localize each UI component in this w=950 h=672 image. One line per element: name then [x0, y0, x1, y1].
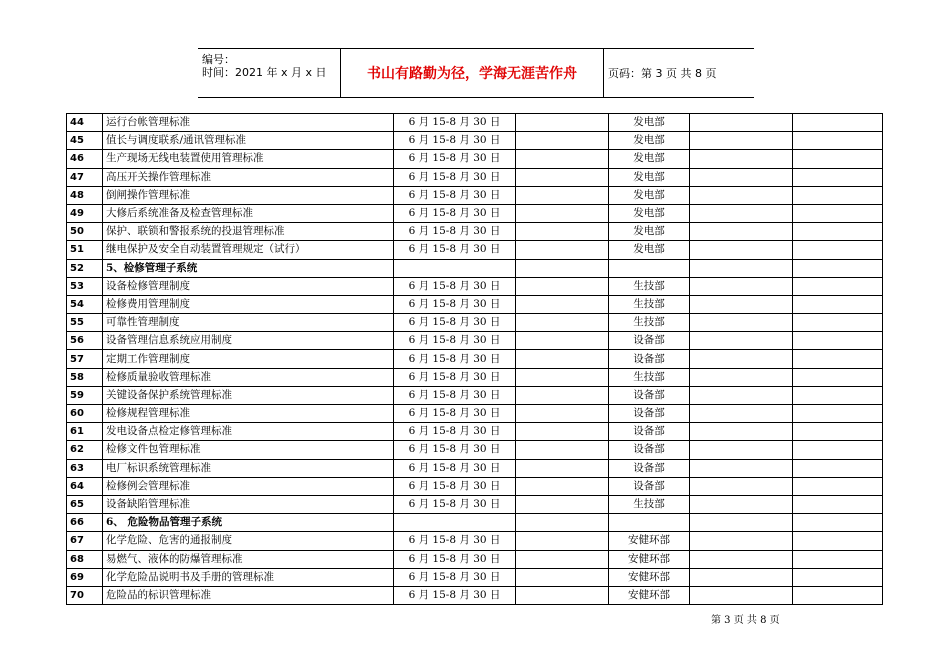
- empty-cell: [690, 350, 793, 368]
- empty-cell: [516, 441, 609, 459]
- responsible-department: 发电部: [609, 223, 690, 241]
- responsible-department: 安健环部: [609, 550, 690, 568]
- empty-cell: [690, 550, 793, 568]
- row-number: 59: [67, 386, 103, 404]
- schedule-date: 6 月 15-8 月 30 日: [394, 532, 516, 550]
- table-row: [67, 350, 883, 368]
- standard-name: 保护、联锁和警报系统的投退管理标准: [103, 223, 394, 241]
- empty-cell: [516, 586, 609, 604]
- empty-cell: [516, 495, 609, 513]
- empty-cell: [793, 368, 883, 386]
- table-row: [67, 186, 883, 204]
- responsible-department: 安健环部: [609, 568, 690, 586]
- empty-cell: [793, 495, 883, 513]
- empty-cell: [793, 514, 883, 532]
- row-number: 56: [67, 332, 103, 350]
- empty-cell: [690, 150, 793, 168]
- empty-cell: [516, 368, 609, 386]
- table-row: [67, 441, 883, 459]
- table-row: [67, 532, 883, 550]
- empty-cell: [690, 332, 793, 350]
- schedule-date: 6 月 15-8 月 30 日: [394, 295, 516, 313]
- empty-cell: [793, 350, 883, 368]
- schedule-date: 6 月 15-8 月 30 日: [394, 150, 516, 168]
- row-number: 50: [67, 223, 103, 241]
- empty-cell: [793, 568, 883, 586]
- empty-cell: [516, 459, 609, 477]
- empty-cell: [690, 295, 793, 313]
- header-info: [198, 49, 341, 97]
- table-row: [67, 150, 883, 168]
- table-row: [67, 332, 883, 350]
- empty-cell: [793, 150, 883, 168]
- empty-cell: [793, 332, 883, 350]
- responsible-department: 发电部: [609, 114, 690, 132]
- responsible-department: [609, 259, 690, 277]
- table-row: [67, 241, 883, 259]
- empty-cell: [793, 132, 883, 150]
- empty-cell: [793, 114, 883, 132]
- schedule-date: 6 月 15-8 月 30 日: [394, 495, 516, 513]
- row-number: 66: [67, 514, 103, 532]
- empty-cell: [516, 568, 609, 586]
- standards-table: [66, 113, 883, 605]
- empty-cell: [690, 114, 793, 132]
- empty-cell: [690, 423, 793, 441]
- row-number: 69: [67, 568, 103, 586]
- responsible-department: 安健环部: [609, 532, 690, 550]
- responsible-department: 发电部: [609, 132, 690, 150]
- schedule-date: 6 月 15-8 月 30 日: [394, 423, 516, 441]
- schedule-date: 6 月 15-8 月 30 日: [394, 405, 516, 423]
- table-row: [67, 223, 883, 241]
- row-number: 62: [67, 441, 103, 459]
- standard-name: 化学危险、危害的通报制度: [103, 532, 394, 550]
- schedule-date: 6 月 15-8 月 30 日: [394, 168, 516, 186]
- standard-name: 高压开关操作管理标准: [103, 168, 394, 186]
- empty-cell: [793, 423, 883, 441]
- responsible-department: 发电部: [609, 186, 690, 204]
- table-row: [67, 277, 883, 295]
- empty-cell: [793, 259, 883, 277]
- empty-cell: [690, 495, 793, 513]
- table-row: [67, 114, 883, 132]
- responsible-department: 安健环部: [609, 586, 690, 604]
- schedule-date: 6 月 15-8 月 30 日: [394, 459, 516, 477]
- empty-cell: [516, 477, 609, 495]
- row-number: 70: [67, 586, 103, 604]
- empty-cell: [793, 386, 883, 404]
- empty-cell: [690, 204, 793, 222]
- table-row: [67, 423, 883, 441]
- standard-name: 继电保护及安全自动装置管理规定（试行）: [103, 241, 394, 259]
- responsible-department: 设备部: [609, 441, 690, 459]
- schedule-date: 6 月 15-8 月 30 日: [394, 586, 516, 604]
- row-number: 46: [67, 150, 103, 168]
- empty-cell: [516, 204, 609, 222]
- row-number: 51: [67, 241, 103, 259]
- row-number: 58: [67, 368, 103, 386]
- schedule-date: 6 月 15-8 月 30 日: [394, 132, 516, 150]
- empty-cell: [516, 532, 609, 550]
- standard-name: 生产现场无线电装置使用管理标准: [103, 150, 394, 168]
- row-number: 60: [67, 405, 103, 423]
- responsible-department: 设备部: [609, 405, 690, 423]
- empty-cell: [793, 477, 883, 495]
- standards-table-body: [67, 114, 883, 605]
- section-title: 5、检修管理子系统: [103, 259, 394, 277]
- responsible-department: 发电部: [609, 204, 690, 222]
- responsible-department: 发电部: [609, 241, 690, 259]
- schedule-date: 6 月 15-8 月 30 日: [394, 568, 516, 586]
- row-number: 47: [67, 168, 103, 186]
- empty-cell: [793, 186, 883, 204]
- time-label: 时间：2021 年 x 月 x 日: [202, 66, 327, 79]
- number-label: 编号：: [202, 53, 235, 66]
- standard-name: 危险品的标识管理标准: [103, 586, 394, 604]
- table-row: [67, 368, 883, 386]
- empty-cell: [793, 405, 883, 423]
- standard-name: 电厂标识系统管理标准: [103, 459, 394, 477]
- row-number: 49: [67, 204, 103, 222]
- empty-cell: [516, 150, 609, 168]
- empty-cell: [793, 586, 883, 604]
- page-header: [198, 48, 754, 98]
- table-row: [67, 586, 883, 604]
- row-number: 68: [67, 550, 103, 568]
- empty-cell: [516, 114, 609, 132]
- empty-cell: [516, 405, 609, 423]
- schedule-date: 6 月 15-8 月 30 日: [394, 186, 516, 204]
- table-row: [67, 386, 883, 404]
- row-number: 48: [67, 186, 103, 204]
- standard-name: 值长与调度联系/通讯管理标准: [103, 132, 394, 150]
- empty-cell: [690, 568, 793, 586]
- empty-cell: [516, 241, 609, 259]
- schedule-date: [394, 259, 516, 277]
- empty-cell: [793, 550, 883, 568]
- row-number: 63: [67, 459, 103, 477]
- schedule-date: 6 月 15-8 月 30 日: [394, 114, 516, 132]
- responsible-department: 生技部: [609, 295, 690, 313]
- responsible-department: 设备部: [609, 332, 690, 350]
- empty-cell: [516, 295, 609, 313]
- responsible-department: 生技部: [609, 314, 690, 332]
- header-motto: 书山有路勤为径，学海无涯苦作舟: [341, 49, 604, 97]
- schedule-date: 6 月 15-8 月 30 日: [394, 314, 516, 332]
- standard-name: 检修文件包管理标准: [103, 441, 394, 459]
- standard-name: 检修例会管理标准: [103, 477, 394, 495]
- schedule-date: 6 月 15-8 月 30 日: [394, 223, 516, 241]
- empty-cell: [690, 314, 793, 332]
- section-title: 6、 危险物品管理子系统: [103, 514, 394, 532]
- empty-cell: [690, 241, 793, 259]
- row-number: 53: [67, 277, 103, 295]
- table-row: [67, 568, 883, 586]
- empty-cell: [690, 459, 793, 477]
- row-number: 54: [67, 295, 103, 313]
- standard-name: 发电设备点检定修管理标准: [103, 423, 394, 441]
- row-number: 57: [67, 350, 103, 368]
- table-row: [67, 514, 883, 532]
- empty-cell: [516, 350, 609, 368]
- empty-cell: [690, 586, 793, 604]
- empty-cell: [690, 477, 793, 495]
- schedule-date: 6 月 15-8 月 30 日: [394, 550, 516, 568]
- table-row: [67, 459, 883, 477]
- empty-cell: [793, 277, 883, 295]
- schedule-date: 6 月 15-8 月 30 日: [394, 332, 516, 350]
- empty-cell: [690, 168, 793, 186]
- responsible-department: 设备部: [609, 423, 690, 441]
- empty-cell: [690, 532, 793, 550]
- standard-name: 倒闸操作管理标准: [103, 186, 394, 204]
- schedule-date: 6 月 15-8 月 30 日: [394, 368, 516, 386]
- responsible-department: 生技部: [609, 277, 690, 295]
- standard-name: 检修规程管理标准: [103, 405, 394, 423]
- standard-name: 检修费用管理制度: [103, 295, 394, 313]
- schedule-date: 6 月 15-8 月 30 日: [394, 477, 516, 495]
- row-number: 64: [67, 477, 103, 495]
- table-row: [67, 168, 883, 186]
- row-number: 65: [67, 495, 103, 513]
- table-row: [67, 132, 883, 150]
- empty-cell: [690, 223, 793, 241]
- empty-cell: [516, 386, 609, 404]
- empty-cell: [516, 277, 609, 295]
- schedule-date: 6 月 15-8 月 30 日: [394, 386, 516, 404]
- empty-cell: [516, 314, 609, 332]
- responsible-department: 生技部: [609, 495, 690, 513]
- empty-cell: [690, 186, 793, 204]
- empty-cell: [690, 259, 793, 277]
- empty-cell: [690, 368, 793, 386]
- empty-cell: [793, 168, 883, 186]
- row-number: 55: [67, 314, 103, 332]
- schedule-date: 6 月 15-8 月 30 日: [394, 277, 516, 295]
- standard-name: 易燃气、液体的防爆管理标准: [103, 550, 394, 568]
- responsible-department: 设备部: [609, 477, 690, 495]
- table-row: [67, 495, 883, 513]
- table-row: [67, 477, 883, 495]
- empty-cell: [690, 132, 793, 150]
- table-row: [67, 550, 883, 568]
- schedule-date: 6 月 15-8 月 30 日: [394, 241, 516, 259]
- standard-name: 定期工作管理制度: [103, 350, 394, 368]
- empty-cell: [516, 332, 609, 350]
- standard-name: 大修后系统准备及检查管理标准: [103, 204, 394, 222]
- empty-cell: [516, 168, 609, 186]
- page-footer: 第 3 页 共 8 页: [711, 615, 780, 626]
- empty-cell: [793, 459, 883, 477]
- standard-name: 关键设备保护系统管理标准: [103, 386, 394, 404]
- row-number: 67: [67, 532, 103, 550]
- header-page-label: 页码：第 3 页 共 8 页: [608, 67, 717, 80]
- standard-name: 设备管理信息系统应用制度: [103, 332, 394, 350]
- standard-name: 可靠性管理制度: [103, 314, 394, 332]
- row-number: 44: [67, 114, 103, 132]
- standard-name: 设备检修管理制度: [103, 277, 394, 295]
- table-row: [67, 259, 883, 277]
- table-row: [67, 314, 883, 332]
- empty-cell: [516, 550, 609, 568]
- empty-cell: [793, 204, 883, 222]
- schedule-date: 6 月 15-8 月 30 日: [394, 204, 516, 222]
- empty-cell: [793, 241, 883, 259]
- empty-cell: [516, 514, 609, 532]
- table-row: [67, 405, 883, 423]
- responsible-department: 设备部: [609, 350, 690, 368]
- table-row: [67, 204, 883, 222]
- standard-name: 化学危险品说明书及手册的管理标准: [103, 568, 394, 586]
- empty-cell: [690, 441, 793, 459]
- empty-cell: [793, 314, 883, 332]
- empty-cell: [793, 532, 883, 550]
- empty-cell: [793, 295, 883, 313]
- empty-cell: [516, 186, 609, 204]
- row-number: 61: [67, 423, 103, 441]
- empty-cell: [516, 223, 609, 241]
- standard-name: 检修质量验收管理标准: [103, 368, 394, 386]
- responsible-department: 设备部: [609, 459, 690, 477]
- empty-cell: [690, 386, 793, 404]
- empty-cell: [516, 423, 609, 441]
- empty-cell: [690, 277, 793, 295]
- schedule-date: 6 月 15-8 月 30 日: [394, 350, 516, 368]
- responsible-department: [609, 514, 690, 532]
- empty-cell: [516, 259, 609, 277]
- responsible-department: 发电部: [609, 150, 690, 168]
- standard-name: 设备缺陷管理标准: [103, 495, 394, 513]
- empty-cell: [793, 223, 883, 241]
- responsible-department: 生技部: [609, 368, 690, 386]
- empty-cell: [516, 132, 609, 150]
- responsible-department: 发电部: [609, 168, 690, 186]
- standard-name: 运行台帐管理标准: [103, 114, 394, 132]
- schedule-date: 6 月 15-8 月 30 日: [394, 441, 516, 459]
- table-row: [67, 295, 883, 313]
- schedule-date: [394, 514, 516, 532]
- empty-cell: [690, 514, 793, 532]
- empty-cell: [690, 405, 793, 423]
- empty-cell: [793, 441, 883, 459]
- responsible-department: 设备部: [609, 386, 690, 404]
- row-number: 52: [67, 259, 103, 277]
- row-number: 45: [67, 132, 103, 150]
